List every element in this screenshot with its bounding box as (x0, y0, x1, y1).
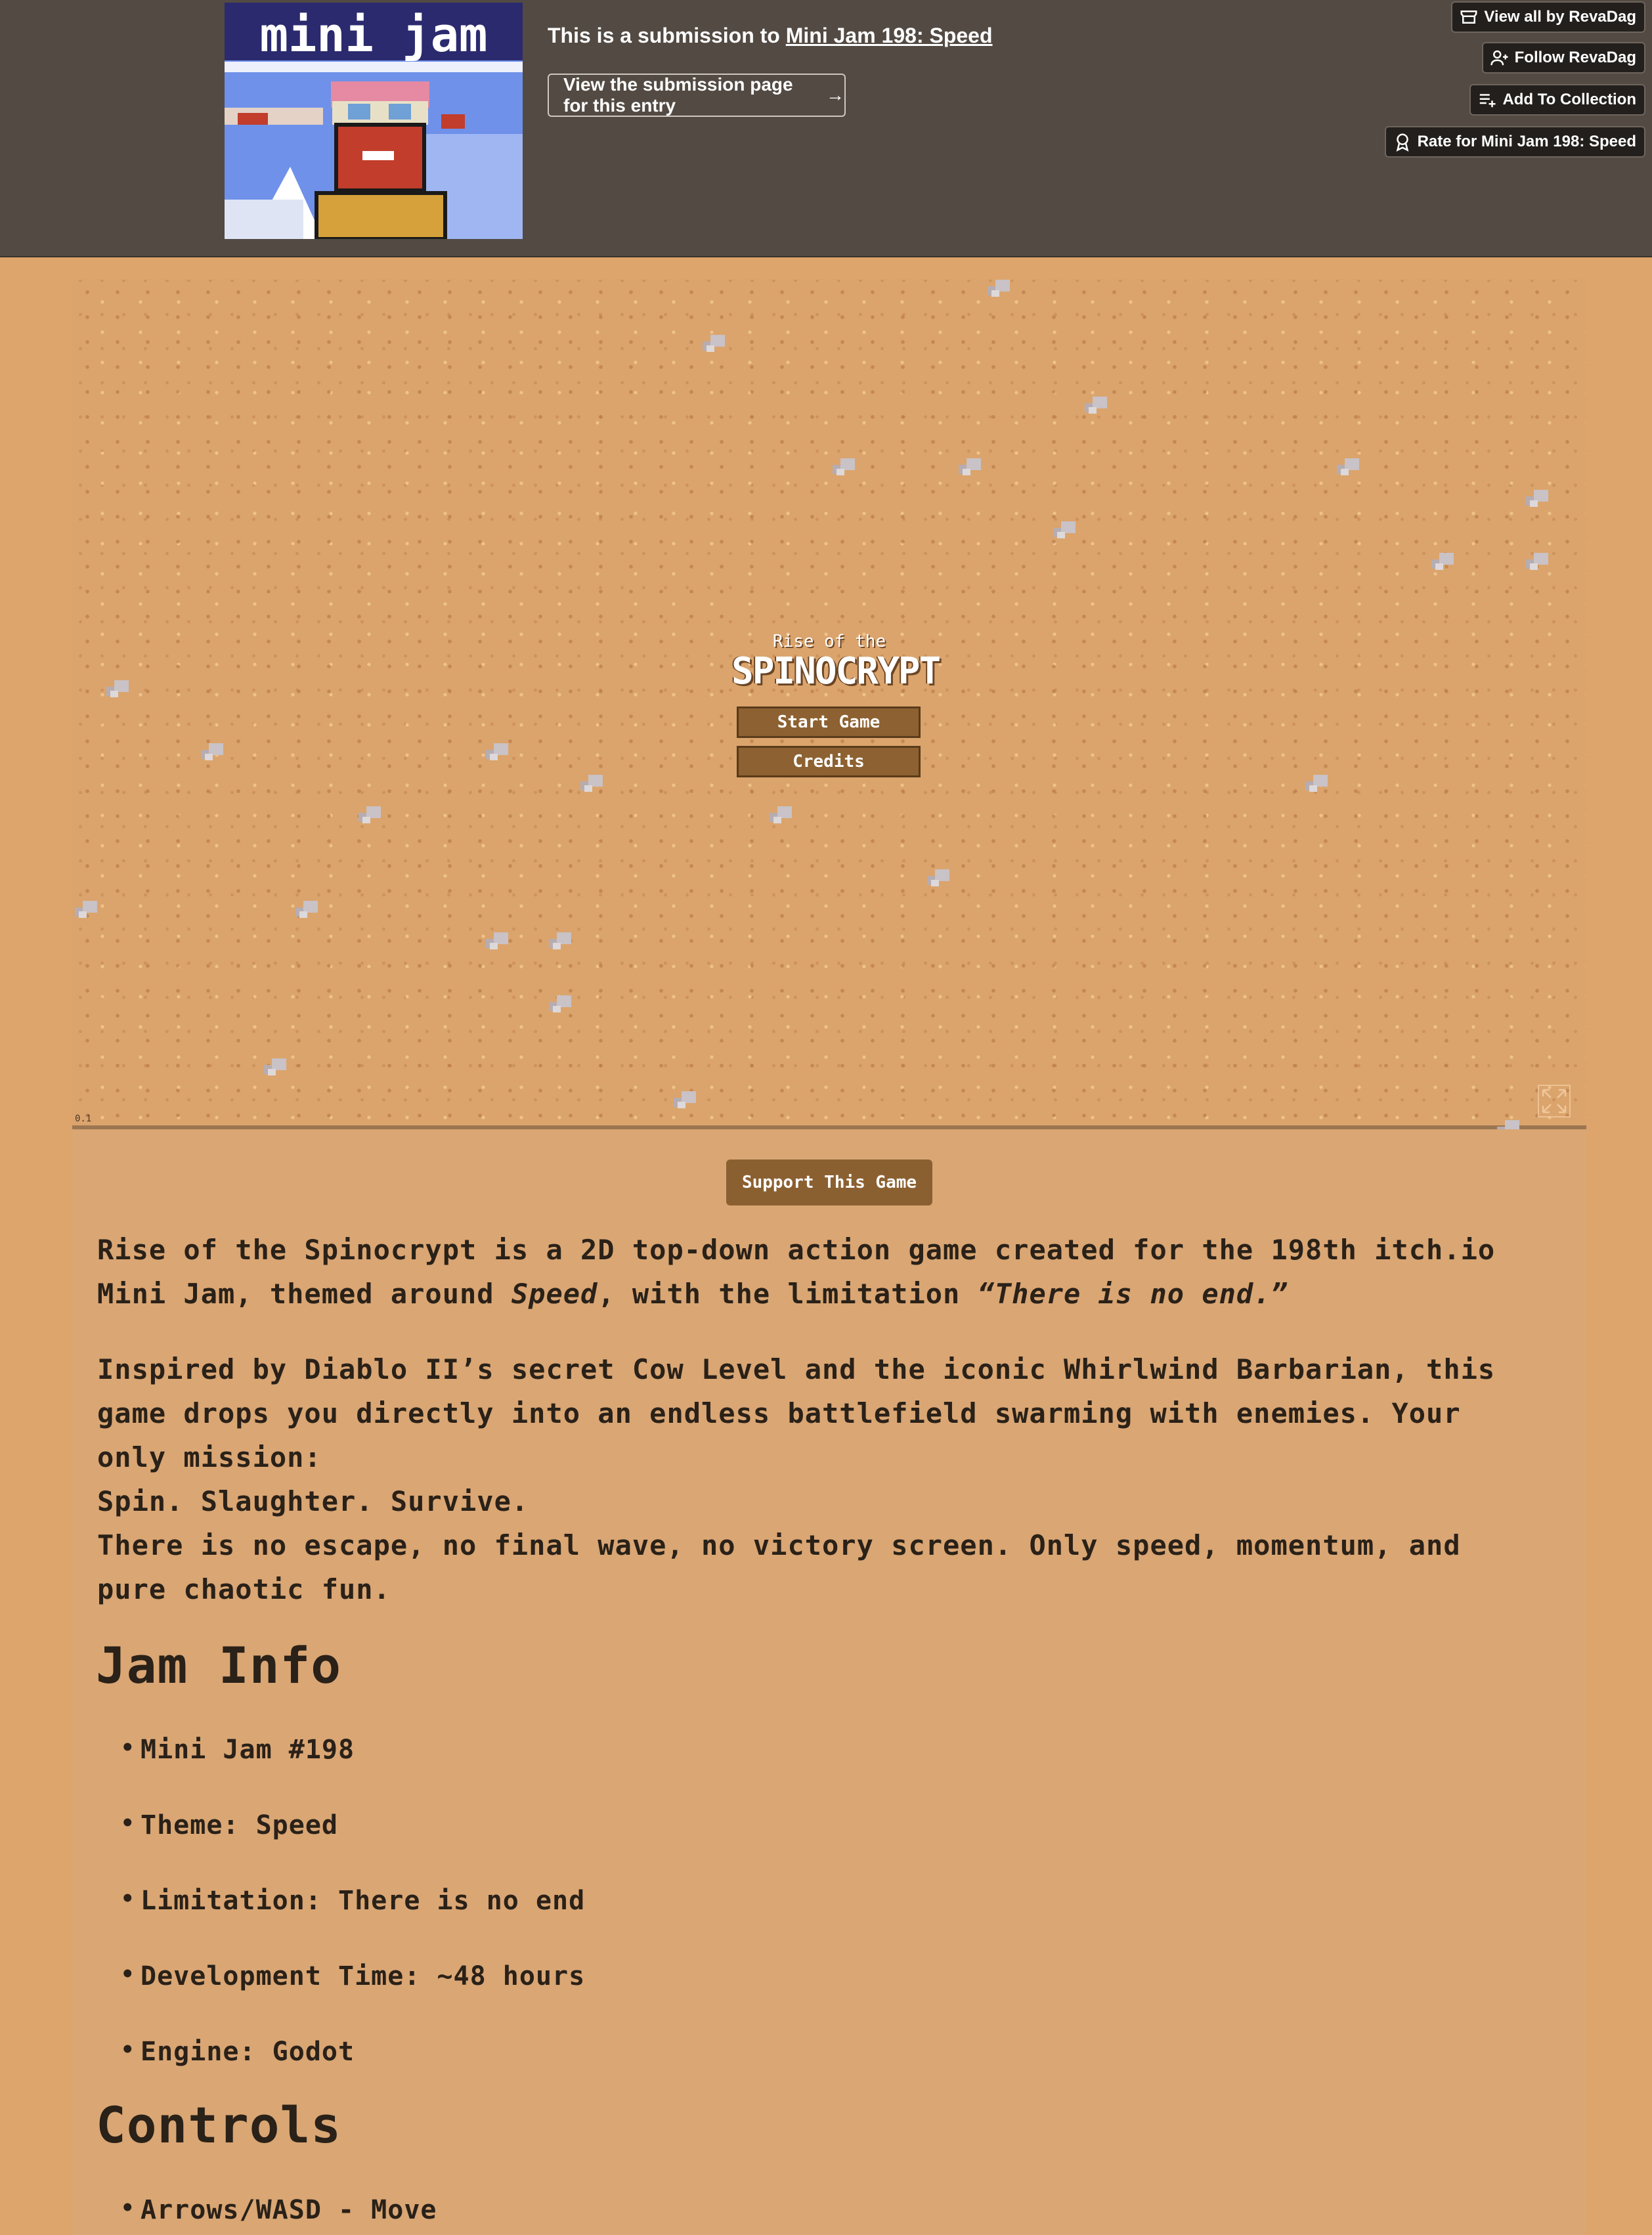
desc-p1-theme: Speed (511, 1278, 598, 1310)
rock-sprite (1053, 521, 1077, 541)
rate-label: Rate for Mini Jam 198: Speed (1417, 133, 1636, 150)
view-submission-label: View the submission page for this entry (563, 74, 793, 116)
rock-sprite (549, 932, 573, 952)
game-version-label: 0.1 (75, 1114, 92, 1124)
arrow-right-icon: → (826, 85, 844, 105)
submission-prefix: This is a submission to (548, 24, 786, 47)
desc-p2-line2: Spin. Slaughter. Survive. (97, 1485, 529, 1517)
itch-store-icon (1459, 7, 1479, 27)
view-submission-button[interactable] (548, 74, 846, 117)
mini-jam-logo-text: mini jam (259, 7, 488, 62)
rock-sprite (295, 901, 319, 921)
rock-sprite (106, 680, 130, 700)
controls-item: • Arrows/WASD - Move (141, 2195, 437, 2225)
jam-info-item: • Limitation: There is no end (141, 1886, 585, 1916)
rock-sprite (927, 869, 951, 889)
rock-sprite (988, 280, 1011, 299)
award-ribbon-icon (1393, 132, 1412, 152)
rock-sprite (959, 458, 982, 478)
mini-jam-logo-image (225, 3, 523, 239)
follow-user-icon (1490, 48, 1510, 68)
rock-sprite (75, 901, 98, 921)
jam-info-item: • Engine: Godot (141, 2037, 355, 2067)
rock-sprite (359, 806, 382, 826)
game-title-small: Rise of the (772, 632, 886, 651)
rock-sprite (1085, 397, 1108, 416)
jam-submission-text (548, 24, 993, 48)
rock-sprite (1305, 775, 1329, 794)
rock-sprite (1337, 458, 1360, 478)
rock-sprite (1431, 553, 1455, 573)
rock-sprite (580, 775, 604, 794)
add-to-collection-button[interactable] (1469, 84, 1645, 116)
rock-sprite (264, 1058, 288, 1078)
rock-sprite (833, 458, 856, 478)
jam-link[interactable]: Mini Jam 198: Speed (785, 24, 993, 47)
description-paragraph-2 (97, 1347, 1542, 1611)
game-title: SPINOCRYPT (731, 650, 940, 693)
controls-heading: Controls (96, 2096, 342, 2154)
jam-info-item: • Theme: Speed (141, 1810, 338, 1840)
rock-sprite (1526, 553, 1550, 573)
jam-header (0, 0, 1652, 257)
rock-sprite (1526, 490, 1550, 510)
view-all-label: View all by RevaDag (1484, 8, 1636, 26)
jam-info-item: • Development Time: ~48 hours (141, 1961, 585, 1991)
rock-sprite (770, 806, 793, 826)
desc-p2: Inspired by Diablo II’s secret Cow Level and the iconic Whirlwind Barbarian, this game drops you directly into an endless battlefield swarming with enemies. Your only mission: (97, 1353, 1496, 1473)
rock-sprite (486, 932, 510, 952)
game-canvas[interactable] (72, 280, 1586, 1129)
follow-label: Follow RevaDag (1514, 49, 1636, 66)
rock-sprite (486, 743, 510, 763)
jam-thumbnail[interactable] (225, 3, 523, 239)
desc-p1-text: Rise of the Spinocrypt is a 2D top-down action game created for the 198th itch.io Mini Jam, themed around (97, 1234, 1496, 1310)
rock-sprite (703, 335, 726, 355)
desc-p1-mid: , with the limitation (598, 1278, 978, 1310)
jam-info-item: • Mini Jam #198 (141, 1735, 355, 1765)
support-this-game-button[interactable]: Support This Game (726, 1160, 932, 1205)
description-paragraph-1 (97, 1228, 1542, 1316)
rock-sprite (674, 1091, 697, 1111)
add-collection-label: Add To Collection (1502, 91, 1636, 108)
follow-author-button[interactable] (1482, 42, 1645, 74)
view-all-by-author-button[interactable] (1451, 1, 1645, 33)
rock-sprite (549, 995, 573, 1015)
desc-p1-limitation: “There is no end.” (977, 1278, 1288, 1310)
desc-p2-line3: There is no escape, no final wave, no victory screen. Only speed, momentum, and pure chaotic fun. (97, 1529, 1461, 1605)
expand-arrows-icon (1539, 1086, 1569, 1116)
credits-button[interactable]: Credits (737, 746, 921, 777)
rock-sprite (201, 743, 225, 763)
rate-jam-button[interactable] (1385, 126, 1645, 158)
add-to-list-icon (1477, 90, 1497, 110)
fullscreen-icon[interactable] (1538, 1085, 1571, 1118)
jam-info-heading: Jam Info (96, 1636, 342, 1695)
start-game-button[interactable]: Start Game (737, 706, 921, 738)
